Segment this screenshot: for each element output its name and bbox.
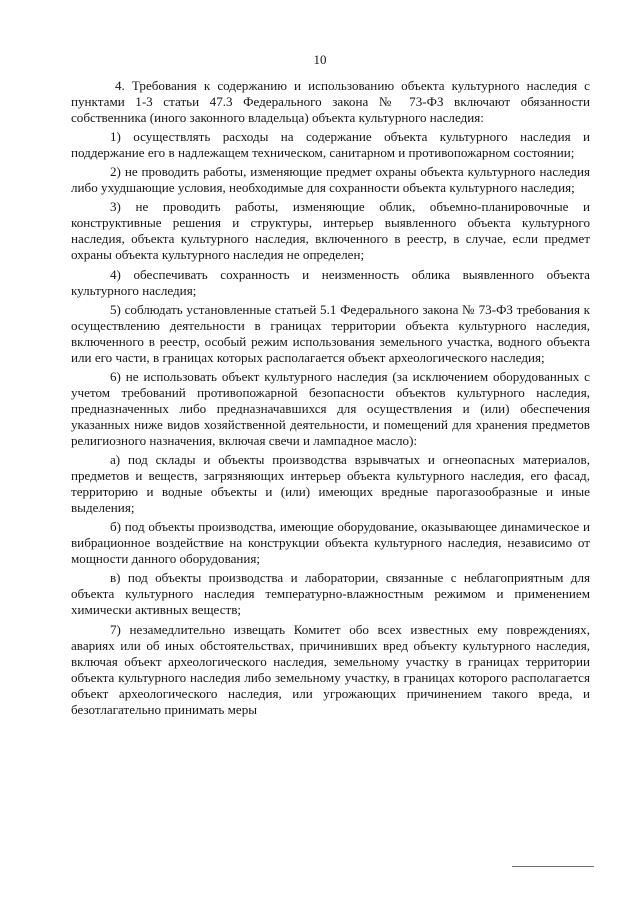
paragraph-subitem-6a: а) под склады и объекты производства взрывчатых и огнеопасных материалов, предметов и веществ, загрязняющих интерьер объекта культурного наследия, его фасад, территорию и водные объекты и (или) имеющих вредные парогазообразные и иные выделения; (71, 452, 590, 516)
paragraph-subitem-2: 2) не проводить работы, изменяющие предмет охраны объекта культурного наследия либо ухудшающие условия, необходимые для сохранности объекта культурного наследия; (71, 164, 590, 196)
paragraph-subitem-7: 7) незамедлительно извещать Комитет обо всех известных ему повреждениях, авариях или об иных обстоятельствах, причинивших вред объекту культурного наследия, включая объект археологического наследия, земельному участку в границах территории объекта культурного наследия либо земельному участку, в границах которого располагается объект археологического наследия, или угрожающих причинением такого вреда, и безотлагательно принимать меры (71, 621, 590, 717)
paragraph-subitem-5: 5) соблюдать установленные статьей 5.1 Федерального закона № 73-ФЗ требования к осуществлению деятельности в границах территории объекта культурного наследия, включенного в реестр, особый режим использования земельного участка, водного объекта или его части, в границах которых располагается объект археологического наследия; (71, 301, 590, 365)
paragraph-subitem-1: 1) осуществлять расходы на содержание объекта культурного наследия и поддержание его в надлежащем техническом, санитарном и противопожарном состоянии; (71, 129, 590, 161)
document-body (71, 78, 590, 721)
paragraph-subitem-3: 3) не проводить работы, изменяющие облик, объемно-планировочные и конструктивные решения и структуры, интерьер выявленного объекта культурного наследия, объекта культурного наследия, включенного в реестр, в случае, если предмет охраны объекта культурного наследия не определен; (71, 199, 590, 263)
paragraph-item-4: 4. Требования к содержанию и использованию объекта культурного наследия с пунктами 1-3 статьи 47.3 Федерального закона № 73-ФЗ включают обязанности собственника (иного законного владельца) объекта культурного наследия: (71, 78, 590, 126)
paragraph-subitem-4: 4) обеспечивать сохранность и неизменность облика выявленного объекта культурного наследия; (71, 266, 590, 298)
paragraph-subitem-6v: в) под объекты производства и лаборатории, связанные с неблагоприятным для объекта культурного наследия температурно-влажностным режимом и применением химически активных веществ; (71, 570, 590, 618)
paragraph-subitem-6: 6) не использовать объект культурного наследия (за исключением оборудованных с учетом требований противопожарной безопасности объектов культурного наследия, предназначенных либо предназначавшихся для осуществления и (или) обеспечения указанных ниже видов хозяйственной деятельности, и помещений для хранения предметов религиозного назначения, включая свечи и лампадное масло): (71, 368, 590, 448)
footer-rule (512, 866, 594, 867)
page-number: 10 (313, 52, 327, 67)
paragraph-subitem-6b: б) под объекты производства, имеющие оборудование, оказывающее динамическое и вибрационное воздействие на конструкции объекта культурного наследия, независимо от мощности данного оборудования; (71, 519, 590, 567)
